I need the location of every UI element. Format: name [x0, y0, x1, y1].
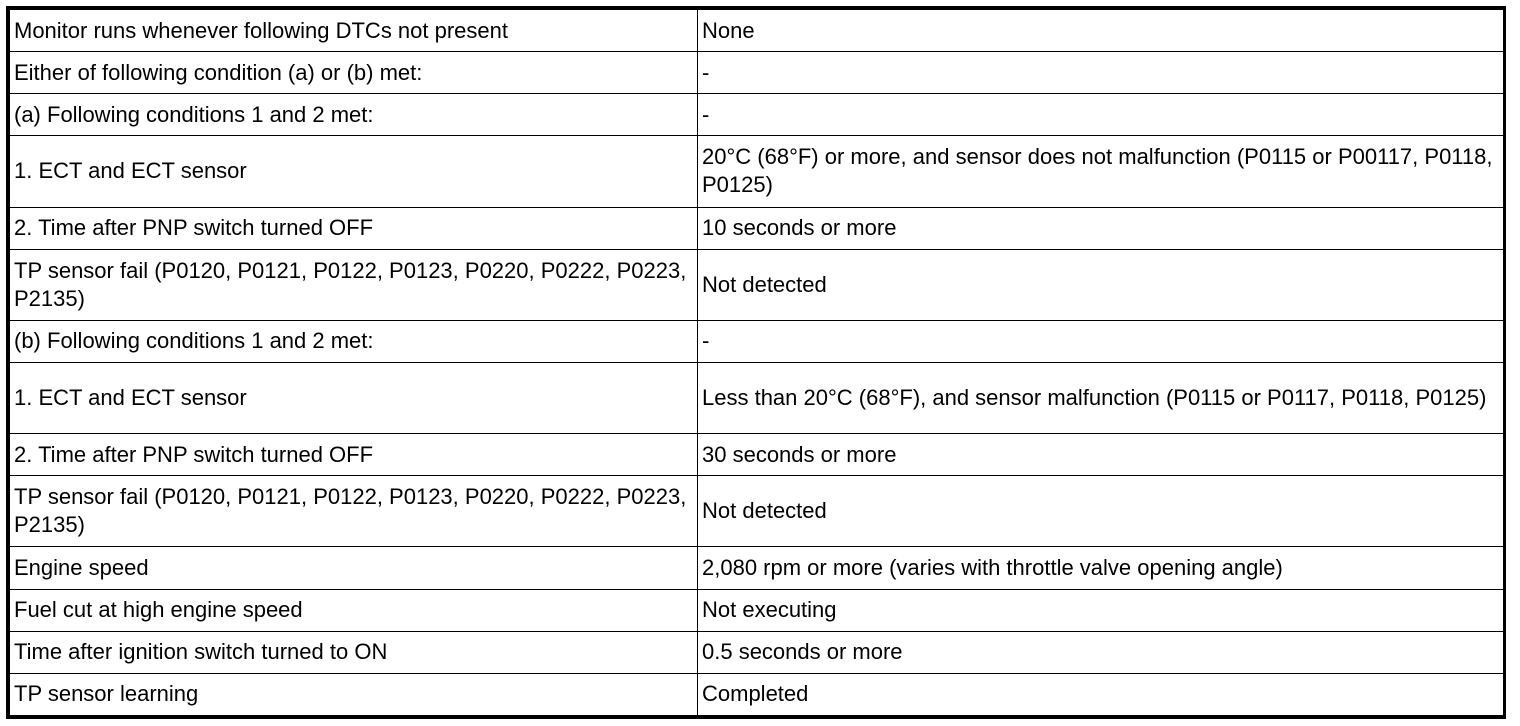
table-row [10, 434, 1504, 476]
condition-cell: (a) Following conditions 1 and 2 met: [10, 94, 698, 136]
table-row [10, 94, 1504, 136]
value-cell: - [698, 52, 1504, 94]
table-row [10, 136, 1504, 207]
value-cell: None [698, 10, 1504, 52]
table-row [10, 207, 1504, 249]
condition-cell: 2. Time after PNP switch turned OFF [10, 207, 698, 249]
table-row [10, 476, 1504, 547]
value-cell: Not detected [698, 476, 1504, 547]
condition-cell: (b) Following conditions 1 and 2 met: [10, 320, 698, 362]
monitor-conditions-table [9, 9, 1504, 716]
table-row [10, 10, 1504, 52]
value-cell: 30 seconds or more [698, 434, 1504, 476]
table-row [10, 52, 1504, 94]
value-cell: - [698, 94, 1504, 136]
condition-cell: 1. ECT and ECT sensor [10, 136, 698, 207]
table-row [10, 673, 1504, 715]
table-row [10, 547, 1504, 589]
condition-cell: Time after ignition switch turned to ON [10, 631, 698, 673]
table-row [10, 249, 1504, 320]
condition-cell: TP sensor fail (P0120, P0121, P0122, P0123, P0220, P0222, P0223, P2135) [10, 476, 698, 547]
value-cell: 2,080 rpm or more (varies with throttle valve opening angle) [698, 547, 1504, 589]
condition-cell: 1. ECT and ECT sensor [10, 362, 698, 433]
value-cell: 0.5 seconds or more [698, 631, 1504, 673]
condition-cell: 2. Time after PNP switch turned OFF [10, 434, 698, 476]
condition-cell: Monitor runs whenever following DTCs not present [10, 10, 698, 52]
table-row [10, 320, 1504, 362]
condition-cell: TP sensor learning [10, 673, 698, 715]
value-cell: Not executing [698, 589, 1504, 631]
value-cell: 20°C (68°F) or more, and sensor does not malfunction (P0115 or P00117, P0118, P0125) [698, 136, 1504, 207]
condition-cell: TP sensor fail (P0120, P0121, P0122, P0123, P0220, P0222, P0223, P2135) [10, 249, 698, 320]
table-row [10, 362, 1504, 433]
condition-cell: Engine speed [10, 547, 698, 589]
condition-cell: Either of following condition (a) or (b) met: [10, 52, 698, 94]
value-cell: Completed [698, 673, 1504, 715]
condition-cell: Fuel cut at high engine speed [10, 589, 698, 631]
value-cell: Not detected [698, 249, 1504, 320]
conditions-table-frame [6, 6, 1506, 719]
value-cell: Less than 20°C (68°F), and sensor malfunction (P0115 or P0117, P0118, P0125) [698, 362, 1504, 433]
table-row [10, 631, 1504, 673]
table-row [10, 589, 1504, 631]
value-cell: 10 seconds or more [698, 207, 1504, 249]
value-cell: - [698, 320, 1504, 362]
